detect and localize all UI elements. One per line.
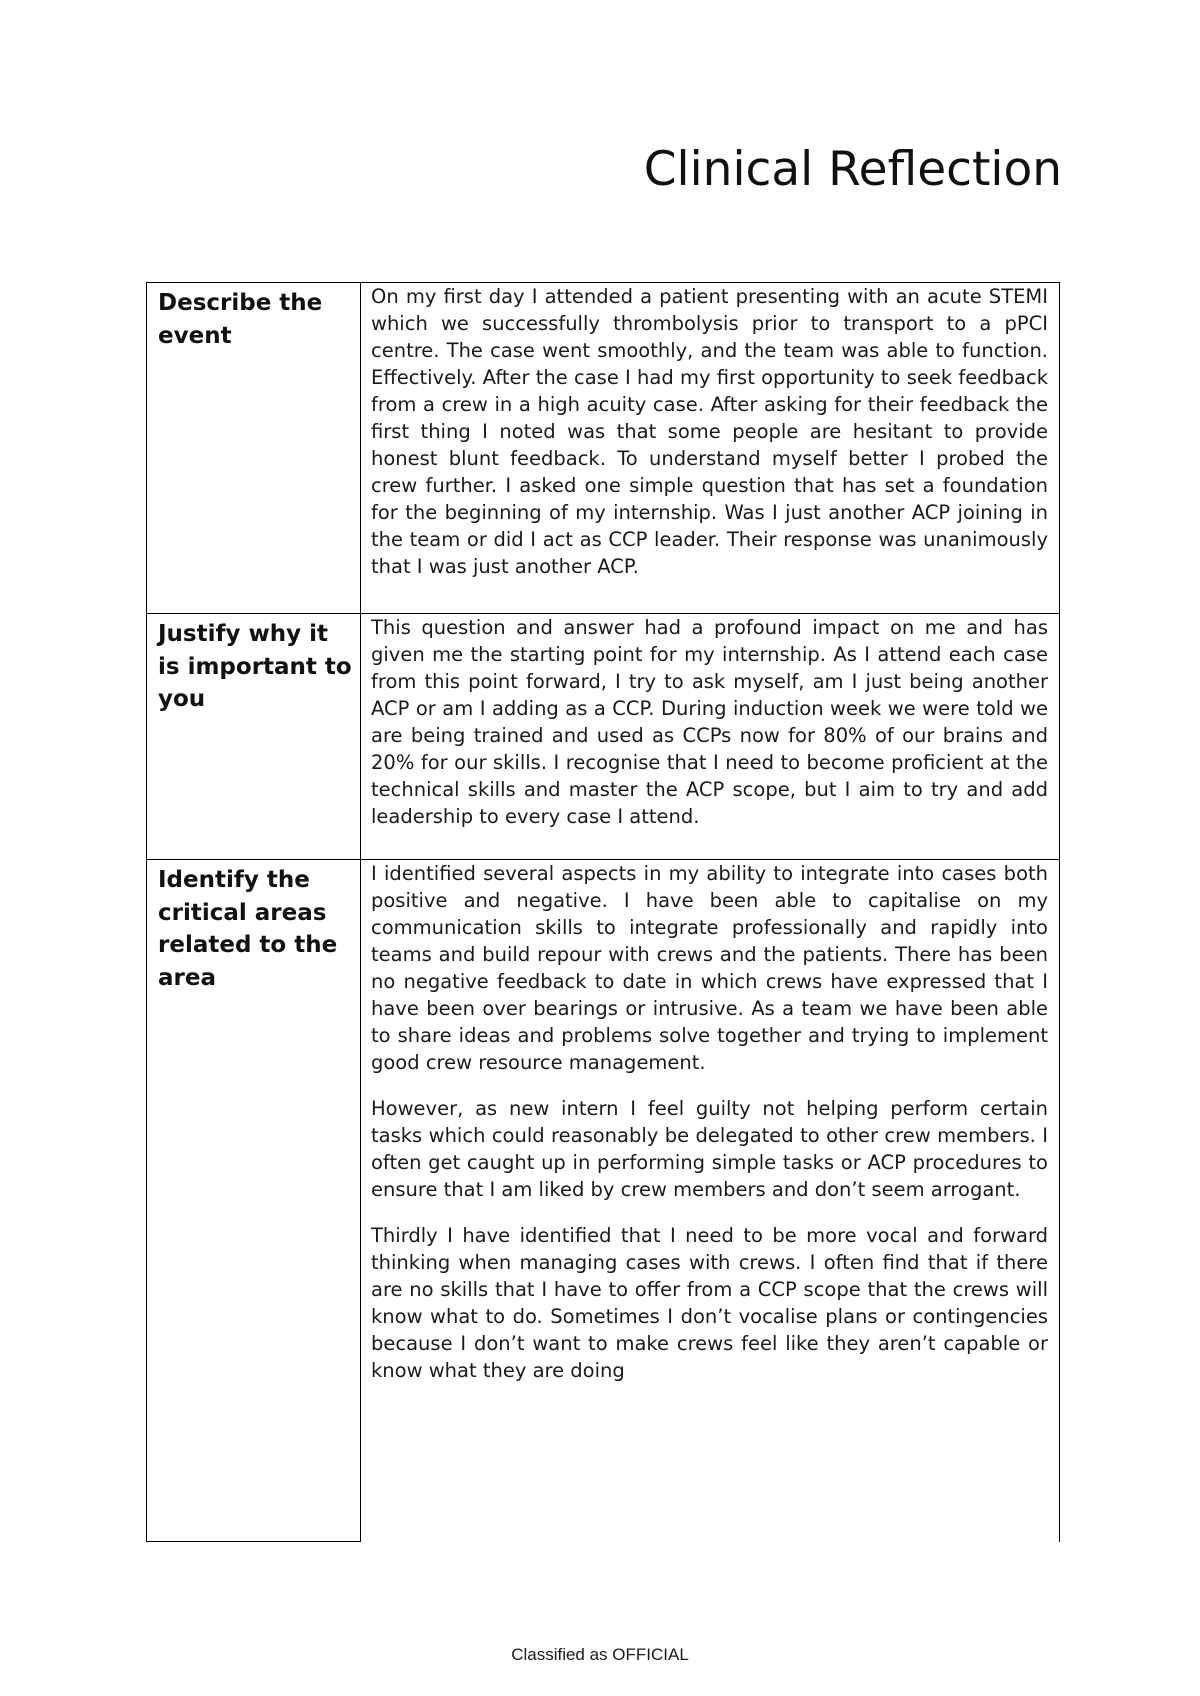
- table-row: [147, 860, 1060, 1542]
- row-label-justify-importance: Justify why it is important to you: [158, 621, 352, 712]
- row-content-cell: [361, 283, 1060, 614]
- row-label-cell: [147, 283, 361, 614]
- table-row: [147, 614, 1060, 860]
- row-content-cell: [361, 614, 1060, 860]
- row-label-cell: [147, 614, 361, 860]
- row-paragraph: On my first day I attended a patient presenting with an acute STEMI which we successfully thrombolysis prior to transport to a pPCI centre. The case went smoothly, and the team was able to function. Effectively. After the case I had my first opportunity to seek feedback from a crew in a high acuity case. After asking for their feedback the first thing I noted was that some people are hesitant to provide honest blunt feedback. To understand myself better I probed the crew further. I asked one simple question that has set a foundation for the beginning of my internship. Was I just another ACP joining in the team or did I act as CCP leader. Their response was unanimously that I was just another ACP.: [371, 285, 1048, 578]
- row-label-describe-event: Describe the event: [158, 290, 323, 349]
- table-row: [147, 283, 1060, 614]
- row-paragraph: I identified several aspects in my ability to integrate into cases both positive and negative. I have been able to capitalise on my communication skills to integrate professionally and rapidly into teams and build repour with crews and the patients. There has been no negative feedback to date in which crews have expressed that I have been over bearings or intrusive. As a team we have been able to share ideas and problems solve together and trying to implement good crew resource management.: [371, 862, 1048, 1074]
- row-label-cell: [147, 860, 361, 1542]
- row-paragraph: However, as new intern I feel guilty not helping perform certain tasks which could reasonably be delegated to other crew members. I often get caught up in performing simple tasks or ACP procedures to ensure that I am liked by crew members and don’t seem arrogant.: [371, 1097, 1048, 1201]
- row-label-critical-areas: Identify the critical areas related to the area: [158, 867, 338, 991]
- row-paragraph: This question and answer had a profound impact on me and has given me the starting point for my internship. As I attend each case from this point forward, I try to ask myself, am I just being another ACP or am I adding as a CCP. During induction week we were told we are being trained and used as CCPs now for 80% of our brains and 20% for our skills. I recognise that I need to become proficient at the technical skills and master the ACP scope, but I aim to try and add leadership to every case I attend.: [371, 616, 1048, 828]
- reflection-table: [146, 282, 1060, 1542]
- page-title: Clinical Reflection: [643, 142, 1062, 197]
- row-paragraph: Thirdly I have identified that I need to be more vocal and forward thinking when managing cases with crews. I often find that if there are no skills that I have to offer from a CCP scope that the crews will know what to do. Sometimes I don’t vocalise plans or contingencies because I don’t want to make crews feel like they aren’t capable or know what they are doing: [371, 1224, 1048, 1382]
- classification-footer: Classified as OFFICIAL: [511, 1645, 689, 1664]
- row-content-cell: [361, 860, 1060, 1542]
